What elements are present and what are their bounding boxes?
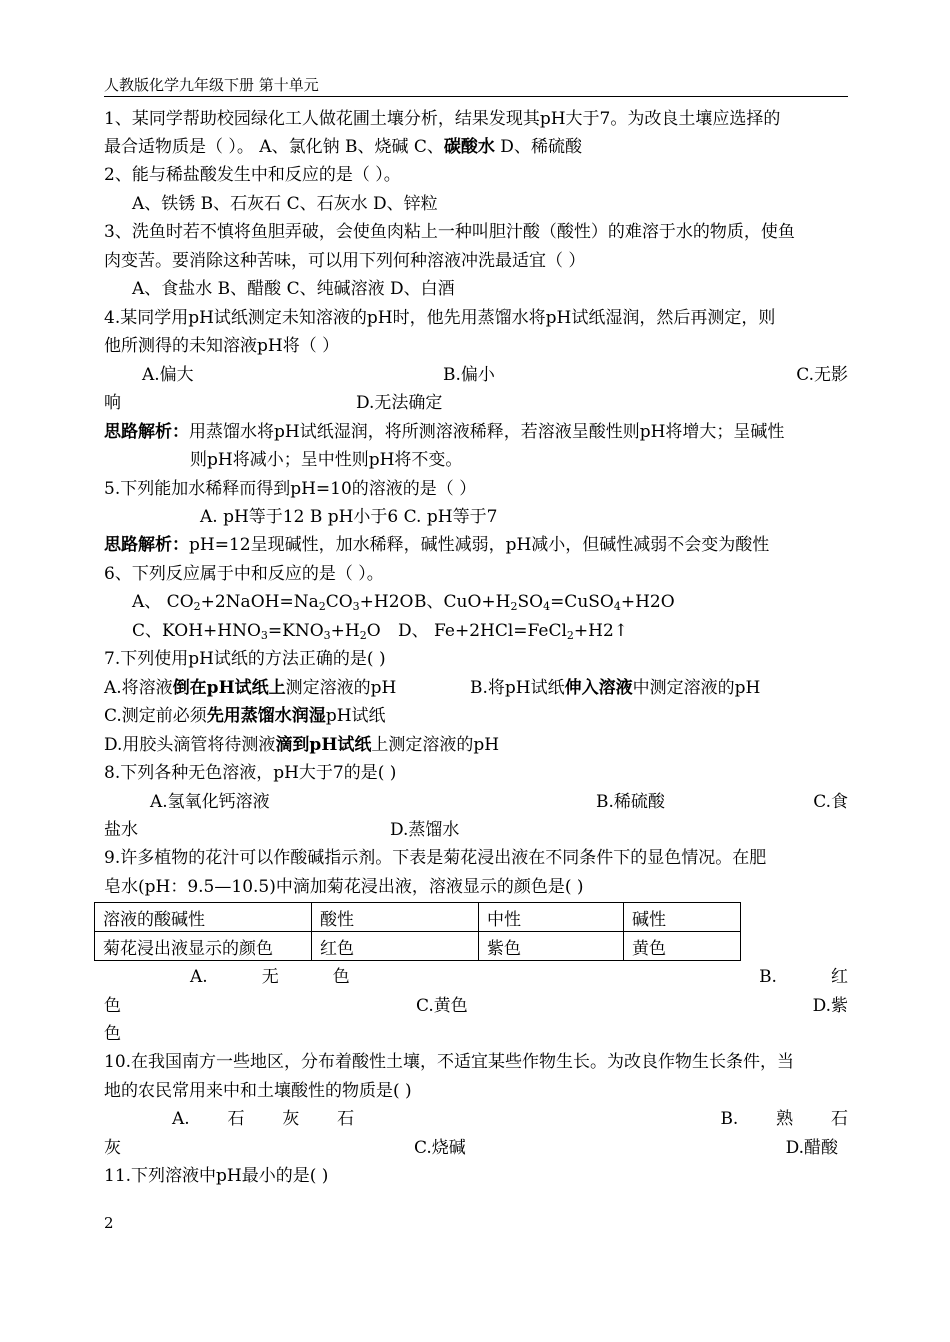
option-d: D、 Fe+2HCl=FeCl$_2$+H2↑ [398,621,629,642]
question-4-explanation-line-2: 则pH将减小；呈中性则pH将不变。 [190,450,463,470]
option-a: A. 石 灰 石 [172,1109,355,1129]
table-cell: 紫色 [479,932,624,961]
question-5-options: A. pH等于12 B pH小于6 C. pH等于7 [200,507,498,527]
question-4-line-2: 他所测得的未知溶液pH将（ ） [104,336,340,356]
indicator-color-table [94,902,741,961]
question-7-option-d: D.用胶头滴管将待测液滴到pH试纸上测定溶液的pH [104,735,500,755]
option-b: B.稀硫酸 [596,792,665,812]
option-d: D.蒸馏水 [390,820,460,840]
question-7-line-1: 7.下列使用pH试纸的方法正确的是( ) [104,649,386,669]
question-11-line-1: 11.下列溶液中pH最小的是( ) [104,1166,329,1186]
question-1-line-2 [104,133,848,161]
question-3-line-1: 3、洗鱼时若不慎将鱼胆弄破，会使鱼肉粘上一种叫胆汁酸（酸性）的难溶于水的物质，使鱼 [104,222,795,242]
question-9-options-row-3: 色 [104,1024,121,1044]
explanation-text: pH=12呈现碱性，加水稀释，碱性减弱，pH减小，但碱性减弱不会变为酸性 [189,535,770,555]
table-cell: 黄色 [624,932,741,961]
option-c: C、$KOH+HNO_3=KNO_3+H_2O$ [132,621,381,642]
page-number: 2 [104,1214,114,1232]
explanation-text: 用蒸馏水将pH试纸湿润，将所测溶液稀释，若溶液呈酸性则pH将增大；呈碱性 [189,422,785,442]
explanation-label: 思路解析： [104,422,189,442]
question-2-options: A、铁锈 B、石灰石 C、石灰水 D、锌粒 [132,194,438,214]
question-4-options-row-2 [104,389,848,417]
table-cell: 溶液的酸碱性 [95,903,312,932]
table-cell: 菊花浸出液显示的颜色 [95,932,312,961]
table-cell: 碱性 [624,903,741,932]
option-b-wrap: 色 [104,996,121,1016]
page-header: 人教版化学九年级下册 第十单元 [104,75,848,97]
question-3-options: A、食盐水 B、醋酸 C、纯碱溶液 D、白酒 [132,279,455,299]
explanation-label: 思路解析： [104,535,189,555]
option-d: D.醋酸 [785,1138,838,1158]
question-6-options-ab [132,588,876,616]
question-6-options-cd [132,617,876,645]
bold-answer: 碳酸水 [443,137,495,157]
option-a: A.氢氧化钙溶液 [150,792,270,812]
option-b-wrap: 灰 [104,1138,121,1158]
question-9-line-1: 9.许多植物的花汁可以作酸碱指示剂。下表是菊花浸出液在不同条件下的显色情况。在肥 [104,848,767,868]
option-b: B. 熟 石 [720,1109,848,1129]
question-7-options-ab [104,674,848,702]
option-b: B.将pH试纸伸入溶液中测定溶液的pH [470,678,761,698]
question-7-option-c: C.测定前必须先用蒸馏水润湿pH试纸 [104,706,386,726]
option-c: C.食 [813,792,848,812]
option-c: C.无影 [796,365,848,385]
question-6-line-1: 6、下列反应属于中和反应的是（ ）。 [104,564,384,584]
table-row [95,932,741,961]
question-2-line-1: 2、能与稀盐酸发生中和反应的是（ ）。 [104,165,401,185]
question-1-line-1: 1、某同学帮助校园绿化工人做花圃土壤分析，结果发现其pH大于7。为改良土壤应选择的 [104,109,781,129]
question-10-line-1: 10.在我国南方一些地区，分布着酸性土壤，不适宜某些作物生长。为改良作物生长条件，当 [104,1052,795,1072]
question-3-line-2: 肉变苦。要消除这种苦味，可以用下列何种溶液冲洗最适宜（ ） [104,251,586,271]
option-d: D.紫 [812,996,848,1016]
option-c-wrap: 响 [104,393,121,413]
question-10-options-row-2 [104,1134,848,1162]
option-b: B. 红 [759,967,848,987]
question-9-options-row-2 [104,992,848,1020]
table-cell: 红色 [312,932,479,961]
question-1-options: 最合适物质是（ ）。 A、氯化钠 B、烧碱 C、 [104,137,444,157]
table-cell: 中性 [479,903,624,932]
option-c: C.烧碱 [414,1138,466,1158]
option-d: D.无法确定 [356,393,443,413]
option-b: B、$CuO+H_2SO_4=CuSO_4+H2O$ [414,592,675,613]
question-4-line-1: 4.某同学用pH试纸测定未知溶液的pH时，他先用蒸馏水将pH试纸湿润，然后再测定，则 [104,308,776,328]
option-a: A.偏大 [142,365,194,385]
question-9-line-2: 皂水(pH：9.5—10.5)中滴加菊花浸出液，溶液显示的颜色是( ) [104,877,584,897]
option-b: B.偏小 [443,365,495,385]
option-a: A、 $CO_2+2NaOH=Na_2CO_3+H2O$ [132,592,414,613]
option-a: A.将溶液倒在pH试纸上测定溶液的pH [104,678,397,698]
table-row [95,903,741,932]
question-8-line-1: 8.下列各种无色溶液，pH大于7的是( ) [104,763,397,783]
option-a: A. 无 色 [190,967,350,987]
option-c: C.黄色 [416,996,468,1016]
question-5-line-1: 5.下列能加水稀释而得到pH=10的溶液的是（ ） [104,479,477,499]
option-c-wrap: 盐水 [104,820,138,840]
question-5-explanation [104,531,848,559]
table-cell: 酸性 [312,903,479,932]
question-8-options-row-2 [104,816,848,844]
question-4-explanation [104,418,848,446]
question-10-line-2: 地的农民常用来中和土壤酸性的物质是( ) [104,1081,412,1101]
question-1-option-d: D、稀硫酸 [494,137,582,157]
